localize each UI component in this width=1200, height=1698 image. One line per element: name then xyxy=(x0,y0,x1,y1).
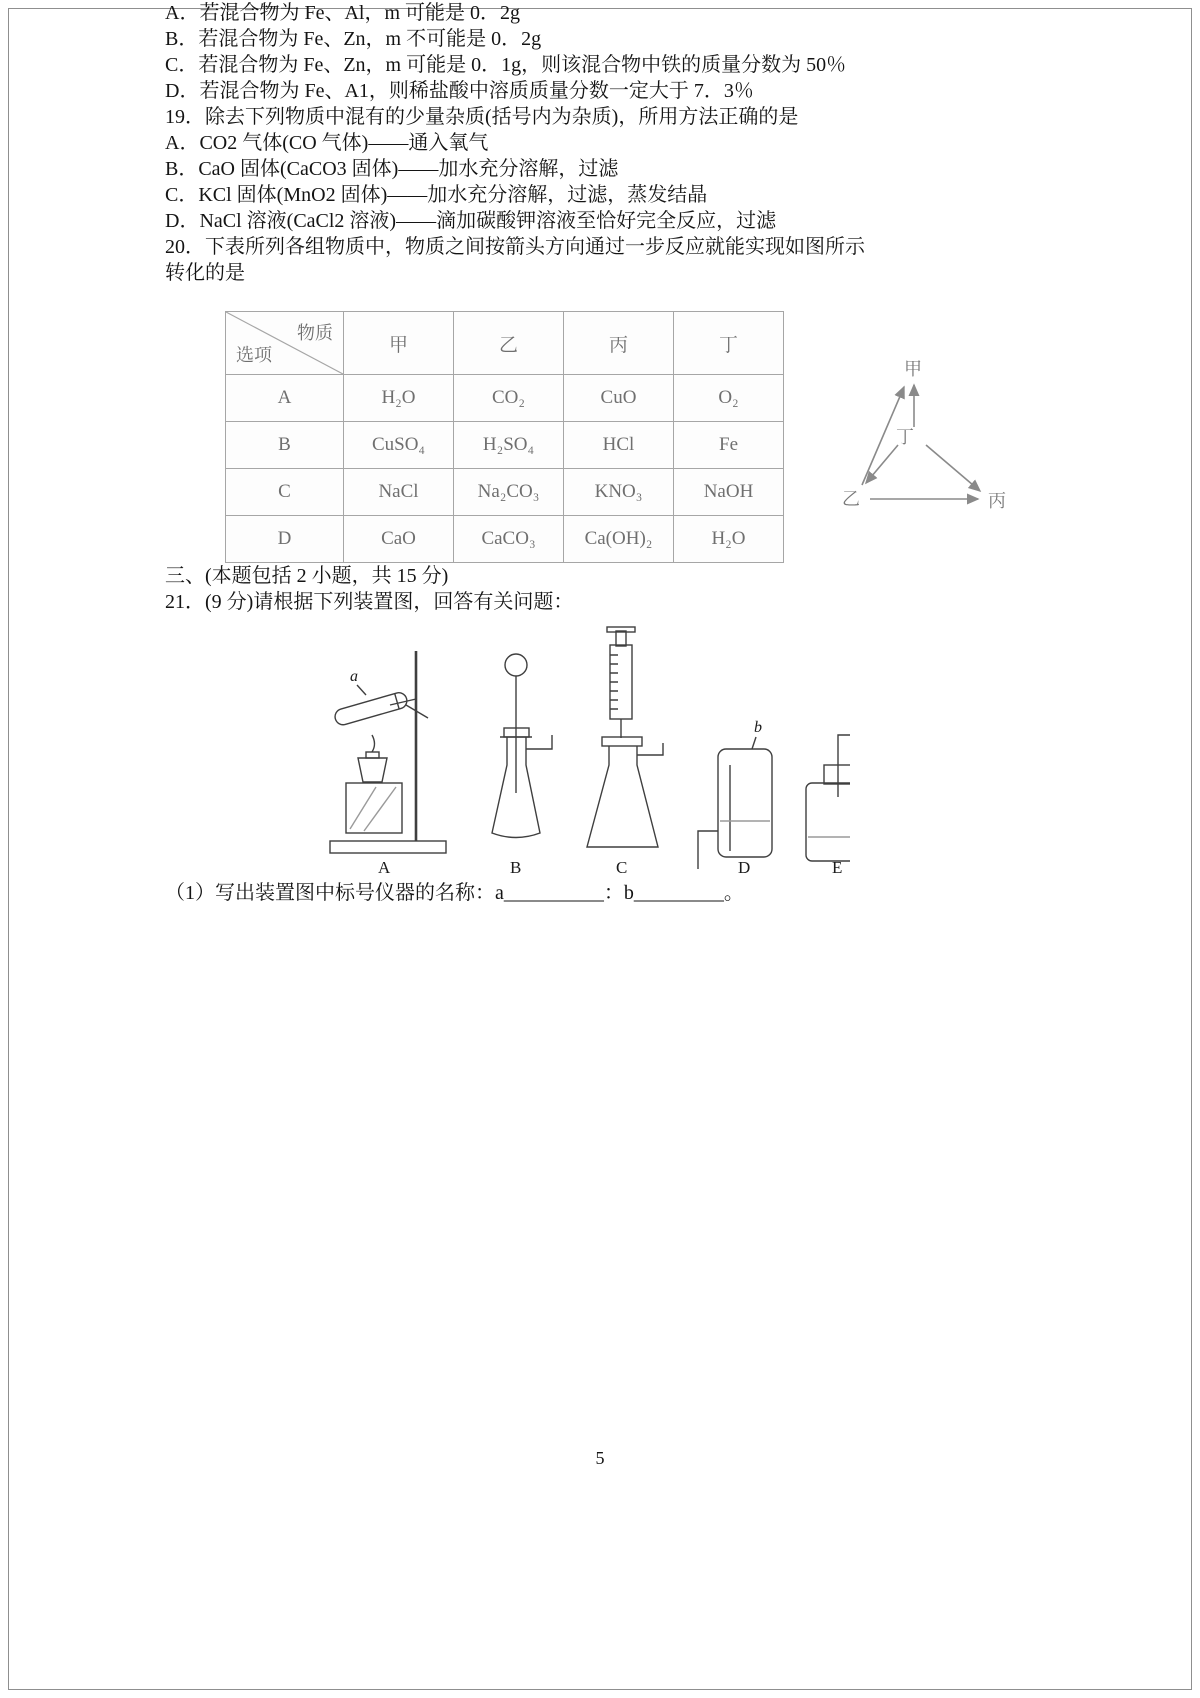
q19-option-b: B．CaO 固体(CaCO3 固体)——加水充分溶解，过滤 xyxy=(165,158,619,180)
lamp-cap xyxy=(366,752,379,758)
table-cell: CaO xyxy=(344,516,454,563)
stand-base xyxy=(330,841,446,853)
q21-stem: 21．(9 分)请根据下列装置图，回答有关问题： xyxy=(165,591,574,613)
q18-option-d: D．若混合物为 Fe、A1，则稀盐酸中溶质质量分数一定大于 7．3％ xyxy=(165,80,754,102)
q19-option-d: D．NaCl 溶液(CaCl2 溶液)——滴加碳酸钾溶液至恰好完全反应，过滤 xyxy=(165,210,777,232)
q19-stem: 19．除去下列物质中混有的少量杂质(括号内为杂质)，所用方法正确的是 xyxy=(165,106,799,128)
stand-clamp xyxy=(390,699,416,705)
stopper-c xyxy=(602,737,642,746)
table-cell: CO₂ xyxy=(454,375,564,422)
pointer-label-a: a xyxy=(350,668,358,685)
page-content xyxy=(165,0,1105,906)
page-number: 5 xyxy=(595,1448,605,1468)
apparatus-drawing xyxy=(310,625,850,875)
apparatus-label-E: E xyxy=(832,858,843,875)
table-col-header-bing: 丙 xyxy=(564,312,674,375)
bottle-neck-e xyxy=(824,765,850,784)
q20-stem-line1: 20．下表所列各组物质中，物质之间按箭头方向通过一步反应就能实现如图所示 xyxy=(165,236,865,258)
collection-bottle xyxy=(718,749,772,857)
alcohol-lamp-body xyxy=(358,758,387,782)
q20-figure-row xyxy=(225,311,1105,563)
table-cell: CaCO₃ xyxy=(454,516,564,563)
table-row-b xyxy=(226,422,784,469)
delivery-tube-c xyxy=(637,743,663,755)
apparatus-label-A: A xyxy=(378,858,391,875)
row-label: D xyxy=(226,516,344,563)
table-col-header-jia: 甲 xyxy=(344,312,454,375)
row-label: B xyxy=(226,422,344,469)
q18-option-c: C．若混合物为 Fe、Zn，m 可能是 0．1g，则该混合物中铁的质量分数为 50％ xyxy=(165,54,847,76)
table-cell: NaCl xyxy=(344,469,454,516)
q20-table xyxy=(225,311,784,563)
table-row-a xyxy=(226,375,784,422)
q20-conversion-diagram xyxy=(832,347,1032,527)
apparatus-label-D: D xyxy=(738,858,751,875)
pointer-label-b: b xyxy=(754,719,762,736)
table-row-d xyxy=(226,516,784,563)
q18-option-b: B．若混合物为 Fe、Zn，m 不可能是 0．2g xyxy=(165,28,542,50)
table-cell: Na₂CO₃ xyxy=(454,469,564,516)
table-cell: CuSO₄ xyxy=(344,422,454,469)
table-cell: CuO xyxy=(564,375,674,422)
row-label: C xyxy=(226,469,344,516)
table-cell: KNO₃ xyxy=(564,469,674,516)
pointer-line-a xyxy=(357,685,366,695)
section3-title: 三、(本题包括 2 小题，共 15 分) xyxy=(165,565,449,587)
q21-sub-question-1: （1）写出装置图中标号仪器的名称：a__________：b_________。 xyxy=(165,882,744,904)
diagram-label-yi: 乙 xyxy=(842,489,860,509)
triangle-diagram xyxy=(832,347,1032,522)
test-tube xyxy=(333,691,409,727)
corner-label-option: 选项 xyxy=(236,345,272,365)
q19-option-c: C．KCl 固体(MnO2 固体)——加水充分溶解，过滤，蒸发结晶 xyxy=(165,184,708,206)
outlet-tube-d xyxy=(698,831,718,869)
lamp-flame xyxy=(372,735,375,752)
table-cell: H₂O xyxy=(344,375,454,422)
table-cell: NaOH xyxy=(674,469,784,516)
apparatus-label-B: B xyxy=(510,858,522,875)
syringe-graduations xyxy=(610,655,618,709)
q18-option-a: A．若混合物为 Fe、Al，m 可能是 0．2g xyxy=(165,2,520,24)
corner-label-substance: 物质 xyxy=(297,323,333,343)
table-row-c xyxy=(226,469,784,516)
table-col-header-ding: 丁 xyxy=(674,312,784,375)
table-cell: O₂ xyxy=(674,375,784,422)
table-cell: Fe xyxy=(674,422,784,469)
apparatus-label-C: C xyxy=(616,858,628,875)
diagram-label-bing: 丙 xyxy=(988,491,1006,511)
pointer-line-b xyxy=(752,737,756,749)
diagram-label-ding: 丁 xyxy=(896,427,914,447)
table-cell: H₂O xyxy=(674,516,784,563)
q19-option-a: A．CO2 气体(CO 气体)——通入氧气 xyxy=(165,132,489,154)
q20-stem-line2: 转化的是 xyxy=(165,262,245,284)
table-header-row xyxy=(226,312,784,375)
funnel-bulb xyxy=(505,654,527,676)
bent-tube-e xyxy=(838,735,850,797)
table-col-header-yi: 乙 xyxy=(454,312,564,375)
q21-apparatus-figure xyxy=(310,625,1105,880)
table-cell: Ca(OH)₂ xyxy=(564,516,674,563)
syringe-plunger xyxy=(616,631,626,646)
diagram-label-jia: 甲 xyxy=(904,359,922,379)
table-corner-cell xyxy=(226,312,344,375)
row-label: A xyxy=(226,375,344,422)
table-cell: HCl xyxy=(564,422,674,469)
table-cell: H₂SO₄ xyxy=(454,422,564,469)
conical-flask xyxy=(587,746,658,847)
gas-washing-bottle xyxy=(806,783,850,861)
